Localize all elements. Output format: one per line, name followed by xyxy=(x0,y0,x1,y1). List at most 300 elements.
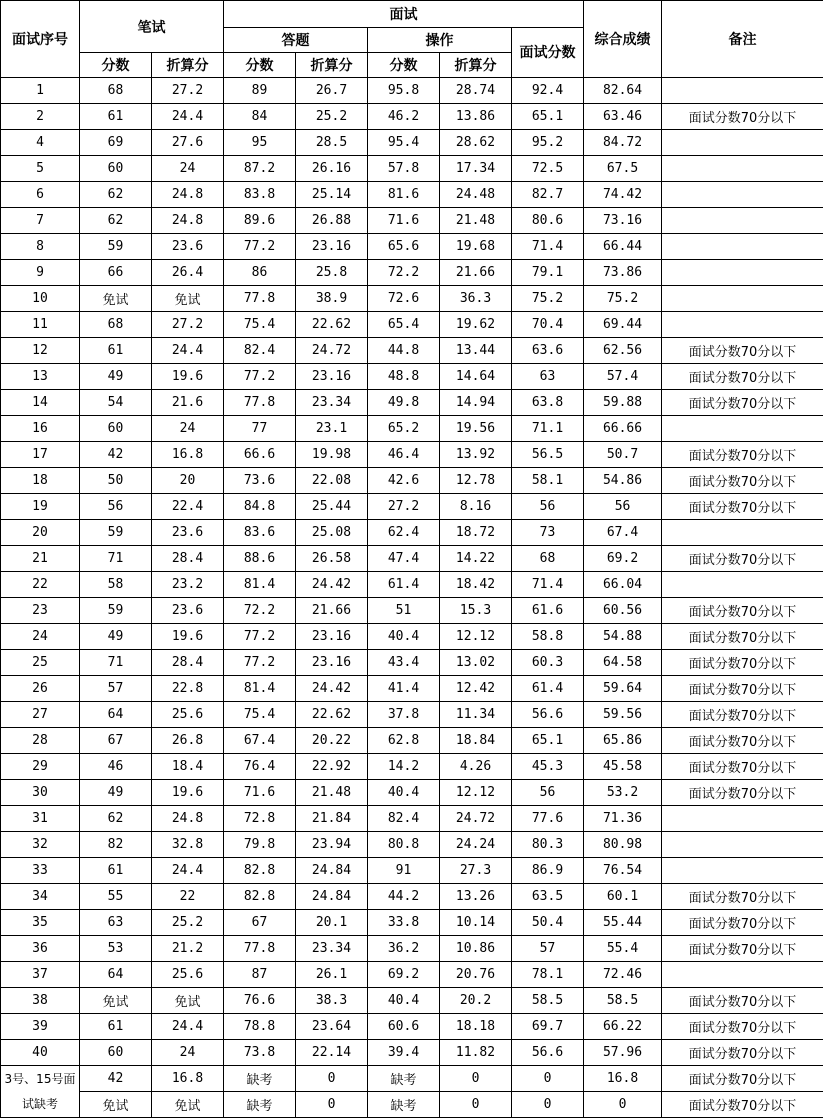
cell-interview-score: 63.8 xyxy=(512,390,584,416)
cell-written-converted: 24.8 xyxy=(152,806,224,832)
cell-total: 66.04 xyxy=(584,572,662,598)
cell-answer-score: 77.2 xyxy=(224,234,296,260)
cell-seq: 33 xyxy=(1,858,80,884)
header-answer: 答题 xyxy=(224,28,368,53)
table-row xyxy=(1,598,823,624)
cell-note: 面试分数70分以下 xyxy=(662,598,823,624)
cell-operation-converted: 36.3 xyxy=(440,286,512,312)
cell-written-score: 59 xyxy=(80,520,152,546)
cell-written-converted: 24.4 xyxy=(152,338,224,364)
cell-interview-score: 71.1 xyxy=(512,416,584,442)
cell-answer-score: 77.8 xyxy=(224,936,296,962)
cell-answer-converted: 26.7 xyxy=(296,78,368,104)
cell-written-converted: 24.4 xyxy=(152,858,224,884)
table-row xyxy=(1,182,823,208)
cell-written-converted: 22 xyxy=(152,884,224,910)
cell-answer-score: 67 xyxy=(224,910,296,936)
table-row xyxy=(1,364,823,390)
header-operation-converted: 折算分 xyxy=(440,53,512,78)
cell-written-score: 69 xyxy=(80,130,152,156)
cell-interview-score: 70.4 xyxy=(512,312,584,338)
cell-operation-converted: 15.3 xyxy=(440,598,512,624)
cell-interview-score: 71.4 xyxy=(512,572,584,598)
cell-seq: 28 xyxy=(1,728,80,754)
cell-written-converted: 免试 xyxy=(152,1092,224,1118)
cell-note xyxy=(662,520,823,546)
cell-answer-score: 77.2 xyxy=(224,364,296,390)
cell-operation-converted: 19.56 xyxy=(440,416,512,442)
cell-written-converted: 24.4 xyxy=(152,1014,224,1040)
table-row xyxy=(1,676,823,702)
cell-operation-score: 82.4 xyxy=(368,806,440,832)
cell-written-score: 60 xyxy=(80,1040,152,1066)
cell-answer-score: 77.2 xyxy=(224,624,296,650)
cell-answer-converted: 25.14 xyxy=(296,182,368,208)
cell-operation-converted: 18.18 xyxy=(440,1014,512,1040)
cell-seq: 16 xyxy=(1,416,80,442)
cell-total: 67.4 xyxy=(584,520,662,546)
cell-written-score: 57 xyxy=(80,676,152,702)
cell-answer-converted: 24.42 xyxy=(296,676,368,702)
cell-operation-score: 69.2 xyxy=(368,962,440,988)
cell-seq: 6 xyxy=(1,182,80,208)
table-row xyxy=(1,624,823,650)
cell-total: 59.64 xyxy=(584,676,662,702)
cell-seq: 5 xyxy=(1,156,80,182)
cell-answer-score: 72.8 xyxy=(224,806,296,832)
table-row xyxy=(1,416,823,442)
cell-answer-score: 87 xyxy=(224,962,296,988)
cell-total: 58.5 xyxy=(584,988,662,1014)
cell-note: 面试分数70分以下 xyxy=(662,338,823,364)
cell-operation-converted: 18.84 xyxy=(440,728,512,754)
cell-seq: 8 xyxy=(1,234,80,260)
cell-operation-converted: 10.14 xyxy=(440,910,512,936)
cell-interview-score: 69.7 xyxy=(512,1014,584,1040)
table-row xyxy=(1,728,823,754)
cell-written-converted: 26.8 xyxy=(152,728,224,754)
cell-seq: 37 xyxy=(1,962,80,988)
cell-written-converted: 19.6 xyxy=(152,624,224,650)
cell-answer-converted: 26.58 xyxy=(296,546,368,572)
table-row xyxy=(1,1040,823,1066)
cell-answer-converted: 28.5 xyxy=(296,130,368,156)
cell-total: 73.86 xyxy=(584,260,662,286)
table-row xyxy=(1,260,823,286)
cell-written-score: 免试 xyxy=(80,988,152,1014)
cell-answer-converted: 23.16 xyxy=(296,364,368,390)
cell-written-score: 免试 xyxy=(80,1092,152,1118)
cell-written-converted: 24.8 xyxy=(152,182,224,208)
cell-operation-score: 57.8 xyxy=(368,156,440,182)
cell-seq: 24 xyxy=(1,624,80,650)
cell-written-score: 49 xyxy=(80,780,152,806)
cell-interview-score: 71.4 xyxy=(512,234,584,260)
cell-operation-converted: 21.48 xyxy=(440,208,512,234)
cell-answer-score: 77.2 xyxy=(224,650,296,676)
cell-operation-score: 72.6 xyxy=(368,286,440,312)
cell-written-score: 63 xyxy=(80,910,152,936)
cell-interview-score: 86.9 xyxy=(512,858,584,884)
table-row xyxy=(1,832,823,858)
table-row xyxy=(1,1014,823,1040)
cell-seq: 17 xyxy=(1,442,80,468)
header-total: 综合成绩 xyxy=(584,1,662,78)
cell-answer-score: 83.6 xyxy=(224,520,296,546)
cell-seq: 38 xyxy=(1,988,80,1014)
cell-answer-score: 79.8 xyxy=(224,832,296,858)
cell-written-converted: 24 xyxy=(152,156,224,182)
table-row xyxy=(1,468,823,494)
cell-operation-converted: 12.12 xyxy=(440,780,512,806)
cell-answer-score: 78.8 xyxy=(224,1014,296,1040)
cell-answer-score: 缺考 xyxy=(224,1092,296,1118)
cell-note xyxy=(662,312,823,338)
cell-operation-score: 41.4 xyxy=(368,676,440,702)
cell-answer-score: 73.8 xyxy=(224,1040,296,1066)
cell-total: 71.36 xyxy=(584,806,662,832)
cell-answer-score: 86 xyxy=(224,260,296,286)
table-row xyxy=(1,312,823,338)
cell-operation-score: 60.6 xyxy=(368,1014,440,1040)
cell-interview-score: 79.1 xyxy=(512,260,584,286)
cell-operation-converted: 24.24 xyxy=(440,832,512,858)
cell-note: 面试分数70分以下 xyxy=(662,624,823,650)
cell-written-score: 61 xyxy=(80,104,152,130)
cell-seq: 11 xyxy=(1,312,80,338)
cell-written-converted: 23.6 xyxy=(152,598,224,624)
cell-operation-converted: 12.78 xyxy=(440,468,512,494)
cell-note xyxy=(662,208,823,234)
cell-written-converted: 28.4 xyxy=(152,650,224,676)
cell-written-score: 49 xyxy=(80,624,152,650)
cell-interview-score: 80.6 xyxy=(512,208,584,234)
cell-operation-converted: 13.44 xyxy=(440,338,512,364)
cell-answer-converted: 22.92 xyxy=(296,754,368,780)
cell-note: 面试分数70分以下 xyxy=(662,390,823,416)
cell-operation-score: 65.6 xyxy=(368,234,440,260)
cell-written-converted: 24.8 xyxy=(152,208,224,234)
cell-written-score: 59 xyxy=(80,234,152,260)
cell-note xyxy=(662,130,823,156)
cell-written-converted: 27.2 xyxy=(152,312,224,338)
cell-operation-score: 49.8 xyxy=(368,390,440,416)
cell-written-score: 42 xyxy=(80,442,152,468)
header-written: 笔试 xyxy=(80,1,224,53)
cell-total: 84.72 xyxy=(584,130,662,156)
cell-operation-converted: 0 xyxy=(440,1092,512,1118)
cell-operation-converted: 21.66 xyxy=(440,260,512,286)
cell-answer-converted: 20.1 xyxy=(296,910,368,936)
cell-seq: 13 xyxy=(1,364,80,390)
cell-note: 面试分数70分以下 xyxy=(662,1040,823,1066)
cell-answer-converted: 26.16 xyxy=(296,156,368,182)
cell-interview-score: 63.6 xyxy=(512,338,584,364)
cell-answer-converted: 21.66 xyxy=(296,598,368,624)
cell-written-converted: 18.4 xyxy=(152,754,224,780)
cell-written-converted: 32.8 xyxy=(152,832,224,858)
table-row xyxy=(1,910,823,936)
cell-written-converted: 25.6 xyxy=(152,702,224,728)
cell-operation-converted: 12.12 xyxy=(440,624,512,650)
cell-answer-score: 71.6 xyxy=(224,780,296,806)
header-note: 备注 xyxy=(662,1,823,78)
cell-total: 66.66 xyxy=(584,416,662,442)
cell-operation-score: 62.4 xyxy=(368,520,440,546)
cell-interview-score: 68 xyxy=(512,546,584,572)
cell-operation-score: 95.4 xyxy=(368,130,440,156)
cell-interview-score: 56 xyxy=(512,494,584,520)
cell-written-score: 62 xyxy=(80,806,152,832)
cell-total: 65.86 xyxy=(584,728,662,754)
cell-written-score: 42 xyxy=(80,1066,152,1092)
cell-written-score: 50 xyxy=(80,468,152,494)
cell-total: 60.1 xyxy=(584,884,662,910)
cell-answer-score: 89 xyxy=(224,78,296,104)
cell-note: 面试分数70分以下 xyxy=(662,754,823,780)
cell-note: 面试分数70分以下 xyxy=(662,676,823,702)
cell-operation-score: 46.2 xyxy=(368,104,440,130)
cell-written-converted: 19.6 xyxy=(152,780,224,806)
cell-interview-score: 0 xyxy=(512,1066,584,1092)
cell-operation-converted: 17.34 xyxy=(440,156,512,182)
cell-written-converted: 23.6 xyxy=(152,234,224,260)
cell-written-score: 49 xyxy=(80,364,152,390)
cell-total: 55.44 xyxy=(584,910,662,936)
table-row xyxy=(1,520,823,546)
header-interview-score: 面试分数 xyxy=(512,28,584,78)
cell-written-score: 64 xyxy=(80,962,152,988)
table-row xyxy=(1,650,823,676)
cell-written-score: 68 xyxy=(80,312,152,338)
cell-answer-score: 77.8 xyxy=(224,286,296,312)
table-row xyxy=(1,442,823,468)
cell-note: 面试分数70分以下 xyxy=(662,1092,823,1118)
cell-note: 面试分数70分以下 xyxy=(662,468,823,494)
cell-written-score: 71 xyxy=(80,650,152,676)
cell-total: 60.56 xyxy=(584,598,662,624)
cell-seq: 31 xyxy=(1,806,80,832)
cell-operation-score: 65.2 xyxy=(368,416,440,442)
cell-written-converted: 28.4 xyxy=(152,546,224,572)
cell-written-converted: 16.8 xyxy=(152,442,224,468)
cell-operation-score: 缺考 xyxy=(368,1066,440,1092)
cell-operation-score: 91 xyxy=(368,858,440,884)
cell-answer-converted: 23.64 xyxy=(296,1014,368,1040)
cell-answer-score: 87.2 xyxy=(224,156,296,182)
cell-total: 50.7 xyxy=(584,442,662,468)
cell-written-converted: 24.4 xyxy=(152,104,224,130)
cell-note: 面试分数70分以下 xyxy=(662,988,823,1014)
cell-interview-score: 92.4 xyxy=(512,78,584,104)
cell-seq: 34 xyxy=(1,884,80,910)
cell-total: 67.5 xyxy=(584,156,662,182)
cell-seq: 26 xyxy=(1,676,80,702)
cell-written-score: 免试 xyxy=(80,286,152,312)
cell-total: 59.56 xyxy=(584,702,662,728)
cell-note xyxy=(662,234,823,260)
cell-written-converted: 27.6 xyxy=(152,130,224,156)
cell-written-converted: 23.2 xyxy=(152,572,224,598)
cell-written-score: 58 xyxy=(80,572,152,598)
cell-answer-converted: 24.72 xyxy=(296,338,368,364)
cell-operation-score: 62.8 xyxy=(368,728,440,754)
cell-seq: 18 xyxy=(1,468,80,494)
cell-total: 56 xyxy=(584,494,662,520)
cell-written-converted: 25.6 xyxy=(152,962,224,988)
cell-total: 0 xyxy=(584,1092,662,1118)
cell-seq: 35 xyxy=(1,910,80,936)
cell-interview-score: 95.2 xyxy=(512,130,584,156)
cell-answer-converted: 23.16 xyxy=(296,624,368,650)
cell-operation-score: 72.2 xyxy=(368,260,440,286)
cell-operation-converted: 24.72 xyxy=(440,806,512,832)
header-seq: 面试序号 xyxy=(1,1,80,78)
cell-written-score: 60 xyxy=(80,156,152,182)
cell-seq: 4 xyxy=(1,130,80,156)
cell-note xyxy=(662,182,823,208)
table-row xyxy=(1,962,823,988)
cell-note xyxy=(662,416,823,442)
cell-note: 面试分数70分以下 xyxy=(662,1066,823,1092)
cell-answer-score: 81.4 xyxy=(224,572,296,598)
cell-answer-converted: 26.1 xyxy=(296,962,368,988)
cell-answer-score: 82.8 xyxy=(224,858,296,884)
table-row xyxy=(1,754,823,780)
cell-answer-score: 81.4 xyxy=(224,676,296,702)
cell-total: 75.2 xyxy=(584,286,662,312)
table-row xyxy=(1,390,823,416)
cell-interview-score: 73 xyxy=(512,520,584,546)
cell-total: 16.8 xyxy=(584,1066,662,1092)
cell-operation-score: 27.2 xyxy=(368,494,440,520)
cell-total: 66.22 xyxy=(584,1014,662,1040)
cell-written-score: 46 xyxy=(80,754,152,780)
cell-answer-converted: 21.84 xyxy=(296,806,368,832)
cell-interview-score: 58.1 xyxy=(512,468,584,494)
cell-note: 面试分数70分以下 xyxy=(662,364,823,390)
cell-total: 73.16 xyxy=(584,208,662,234)
cell-written-score: 66 xyxy=(80,260,152,286)
cell-written-score: 61 xyxy=(80,338,152,364)
cell-operation-score: 61.4 xyxy=(368,572,440,598)
cell-note xyxy=(662,806,823,832)
cell-written-score: 59 xyxy=(80,598,152,624)
cell-written-score: 54 xyxy=(80,390,152,416)
cell-seq: 19 xyxy=(1,494,80,520)
cell-interview-score: 56 xyxy=(512,780,584,806)
cell-operation-converted: 8.16 xyxy=(440,494,512,520)
cell-answer-score: 89.6 xyxy=(224,208,296,234)
cell-interview-score: 65.1 xyxy=(512,104,584,130)
cell-written-converted: 免试 xyxy=(152,286,224,312)
cell-answer-score: 72.2 xyxy=(224,598,296,624)
cell-note: 面试分数70分以下 xyxy=(662,936,823,962)
table-row xyxy=(1,780,823,806)
cell-seq: 12 xyxy=(1,338,80,364)
cell-written-converted: 26.4 xyxy=(152,260,224,286)
cell-operation-converted: 4.26 xyxy=(440,754,512,780)
cell-interview-score: 77.6 xyxy=(512,806,584,832)
cell-operation-converted: 18.42 xyxy=(440,572,512,598)
cell-total: 54.86 xyxy=(584,468,662,494)
cell-answer-converted: 23.16 xyxy=(296,650,368,676)
cell-operation-score: 33.8 xyxy=(368,910,440,936)
cell-operation-converted: 13.02 xyxy=(440,650,512,676)
cell-total: 72.46 xyxy=(584,962,662,988)
cell-operation-converted: 27.3 xyxy=(440,858,512,884)
cell-answer-converted: 25.44 xyxy=(296,494,368,520)
cell-operation-score: 65.4 xyxy=(368,312,440,338)
cell-operation-score: 95.8 xyxy=(368,78,440,104)
cell-written-converted: 16.8 xyxy=(152,1066,224,1092)
table-row xyxy=(1,572,823,598)
cell-answer-score: 83.8 xyxy=(224,182,296,208)
cell-interview-score: 82.7 xyxy=(512,182,584,208)
cell-note xyxy=(662,156,823,182)
cell-answer-score: 76.6 xyxy=(224,988,296,1014)
table-row xyxy=(1,702,823,728)
cell-written-converted: 23.6 xyxy=(152,520,224,546)
cell-answer-converted: 22.08 xyxy=(296,468,368,494)
cell-answer-converted: 22.62 xyxy=(296,702,368,728)
cell-seq: 25 xyxy=(1,650,80,676)
table-row xyxy=(1,104,823,130)
cell-written-score: 67 xyxy=(80,728,152,754)
cell-note xyxy=(662,572,823,598)
cell-seq: 29 xyxy=(1,754,80,780)
cell-interview-score: 78.1 xyxy=(512,962,584,988)
cell-note: 面试分数70分以下 xyxy=(662,650,823,676)
cell-operation-converted: 13.92 xyxy=(440,442,512,468)
table-row xyxy=(1,988,823,1014)
cell-seq: 36 xyxy=(1,936,80,962)
cell-written-converted: 19.6 xyxy=(152,364,224,390)
cell-operation-score: 51 xyxy=(368,598,440,624)
cell-written-converted: 21.6 xyxy=(152,390,224,416)
cell-total: 63.46 xyxy=(584,104,662,130)
cell-note xyxy=(662,858,823,884)
cell-written-converted: 20 xyxy=(152,468,224,494)
cell-note: 面试分数70分以下 xyxy=(662,546,823,572)
cell-answer-score: 66.6 xyxy=(224,442,296,468)
cell-total: 45.58 xyxy=(584,754,662,780)
table-row xyxy=(1,494,823,520)
cell-operation-converted: 11.82 xyxy=(440,1040,512,1066)
header-answer-converted: 折算分 xyxy=(296,53,368,78)
cell-operation-converted: 12.42 xyxy=(440,676,512,702)
cell-interview-score: 50.4 xyxy=(512,910,584,936)
cell-written-converted: 22.4 xyxy=(152,494,224,520)
cell-written-score: 55 xyxy=(80,884,152,910)
cell-answer-score: 73.6 xyxy=(224,468,296,494)
cell-interview-score: 56.6 xyxy=(512,1040,584,1066)
cell-operation-converted: 28.74 xyxy=(440,78,512,104)
cell-total: 69.44 xyxy=(584,312,662,338)
cell-answer-converted: 22.62 xyxy=(296,312,368,338)
cell-operation-converted: 11.34 xyxy=(440,702,512,728)
cell-answer-converted: 24.42 xyxy=(296,572,368,598)
cell-written-converted: 24 xyxy=(152,1040,224,1066)
cell-written-score: 61 xyxy=(80,1014,152,1040)
cell-seq: 20 xyxy=(1,520,80,546)
table-body xyxy=(1,78,823,1118)
cell-seq: 21 xyxy=(1,546,80,572)
cell-interview-score: 0 xyxy=(512,1092,584,1118)
cell-written-score: 68 xyxy=(80,78,152,104)
cell-answer-converted: 24.84 xyxy=(296,858,368,884)
cell-note xyxy=(662,78,823,104)
